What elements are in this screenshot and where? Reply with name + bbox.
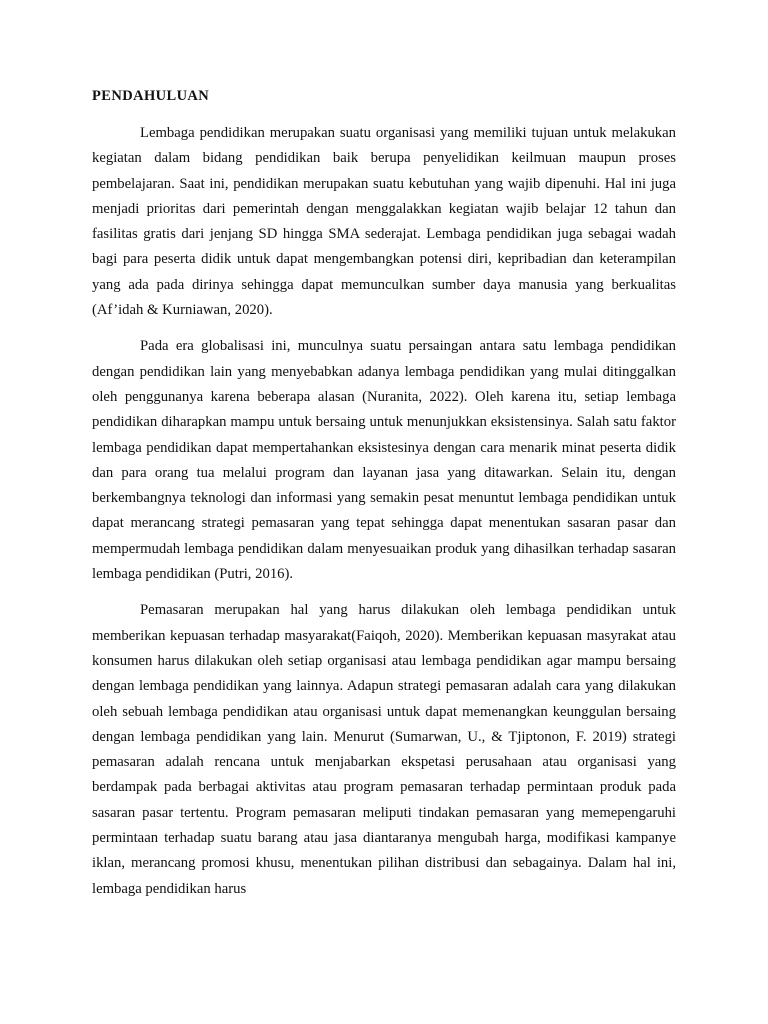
paragraph-2: Pada era globalisasi ini, munculnya suatu persaingan antara satu lembaga pendidikan dengan pendidikan lain yang menyebabkan adanya lembaga pendidikan yang mulai ditinggalkan oleh penggunanya karena beberapa alasan (Nuranita, 2022). Oleh karena itu, setiap lembaga pendidikan diharapkan mampu untuk bersaing untuk menunjukkan eksistensinya. Salah satu faktor lembaga pendidikan dapat mempertahankan eksistesinya dengan cara menarik minat peserta didik dan para orang tua melalui program dan layanan jasa yang ditawarkan. Selain itu, dengan berkembangnya teknologi dan informasi yang semakin pesat menuntut lembaga pendidikan untuk dapat merancang strategi pemasaran yang tepat sehingga dapat menentukan sasaran pasar dan mempermudah lembaga pendidikan dalam menyesuaikan produk yang dihasilkan terhadap sasaran lembaga pendidikan (Putri, 2016). xyxy=(92,338,676,583)
paragraph-1: Lembaga pendidikan merupakan suatu organisasi yang memiliki tujuan untuk melakukan kegiatan dalam bidang pendidikan baik berupa penyelidikan keilmuan maupun proses pembelajaran. Saat ini, pendidikan merupakan suatu kebutuhan yang wajib dipenuhi. Hal ini juga menjadi prioritas dari pemerintah dengan menggalakkan kegiatan wajib belajar 12 tahun dan fasilitas gratis dari jenjang SD hingga SMA sederajat. Lembaga pendidikan juga sebagai wadah bagi para peserta didik untuk dapat mengembangkan potensi diri, kepribadian dan keterampilan yang ada pada dirinya sehingga dapat memunculkan sumber daya manusia yang berkualitas (Af’idah & Kurniawan, 2020). xyxy=(92,125,676,319)
section-heading: PENDAHULUAN xyxy=(92,88,210,104)
paragraph-3: Pemasaran merupakan hal yang harus dilakukan oleh lembaga pendidikan untuk memberikan kepuasan terhadap masyarakat(Faiqoh, 2020). Memberikan kepuasan masyrakat atau konsumen harus dilakukan oleh setiap organisasi atau lembaga pendidikan agar mampu bersaing dengan lembaga pendidikan yang lainnya. Adapun strategi pemasaran adalah cara yang dilakukan oleh sebuah lembaga pendidikan atau organisasi untuk dapat memenangkan keunggulan bersaing dengan lembaga pendidikan yang lain. Menurut (Sumarwan, U., & Tjiptonon, F. 2019) strategi pemasaran adalah rencana untuk menjabarkan ekspetasi perusahaan atau organisasi yang berdampak pada berbagai aktivitas atau program pemasaran terhadap permintaan produk pada sasaran pasar tertentu. Program pemasaran meliputi tindakan pemasaran yang memepengaruhi permintaan terhadap suatu barang atau jasa diantaranya mengubah harga, modifikasi kampanye iklan, merancang promosi khusu, menentukan pilihan distribusi dan sebagainya. Dalam hal ini, lembaga pendidikan harus xyxy=(92,602,676,897)
